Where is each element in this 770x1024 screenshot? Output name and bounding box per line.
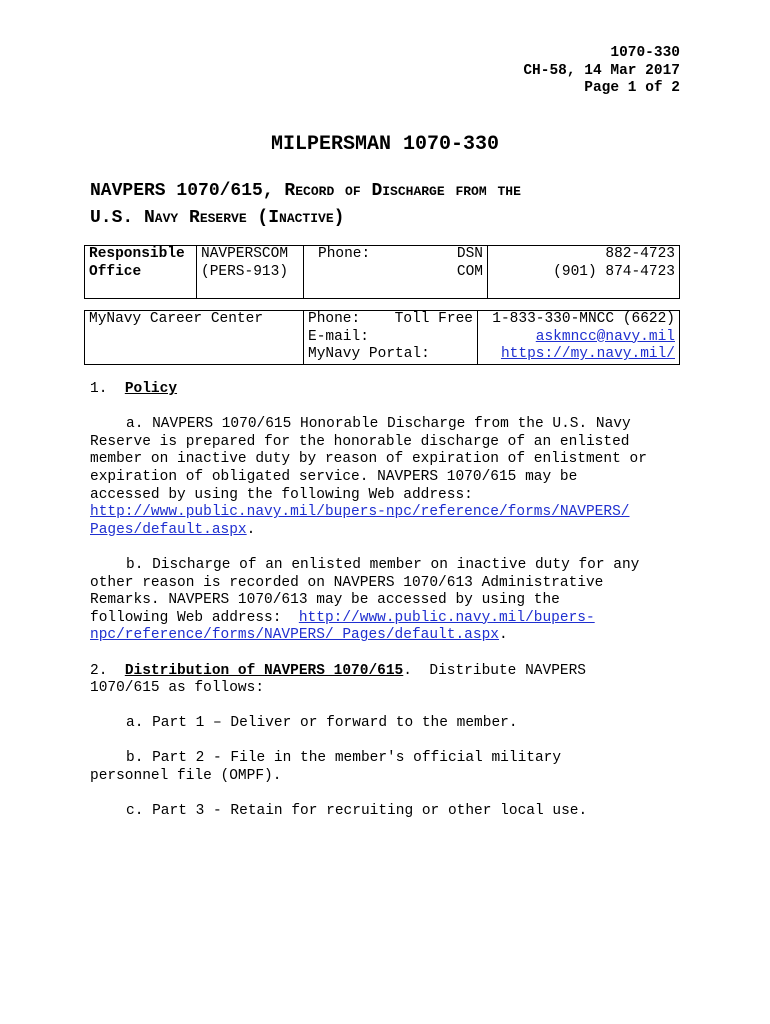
item-2c: c. Part 3 - Retain for recruiting or other local use. bbox=[126, 803, 588, 820]
para-1a-line: Reserve is prepared for the honorable discharge of an enlisted bbox=[90, 433, 630, 450]
paragraph-1a: a. NAVPERS 1070/615 Honorable Discharge from the U.S. Navy Reserve is prepared for the honorable discharge of an enlisted member on inactive duty by reason of expiration of enlistment or expiration of obligated service. NAVPERS 1070/615 may be accessed by using the following Web address: http://www.public.navy.mil/bupers-npc/reference/forms/NAVPERS/ Pages/default.aspx. bbox=[90, 416, 680, 539]
page-title: MILPERSMAN 1070-330 bbox=[270, 133, 500, 156]
navpers-615-link[interactable]: http://www.public.navy.mil/bupers-npc/reference/forms/NAVPERS/ bbox=[90, 504, 630, 521]
career-center-table bbox=[84, 310, 680, 365]
phone-label: Phone: bbox=[318, 246, 371, 262]
para-1a-line: a. NAVPERS 1070/615 Honorable Discharge from the U.S. Navy bbox=[126, 416, 631, 433]
career-center-name-cell bbox=[85, 311, 304, 365]
office-org-cell bbox=[197, 246, 304, 299]
section-1-number: 1. bbox=[90, 381, 108, 397]
office-label-cell bbox=[85, 246, 197, 299]
para-1b-line: following Web address: bbox=[90, 609, 299, 626]
para-1a-line: member on inactive duty by reason of expiration of enlistment or bbox=[90, 451, 647, 468]
section-2-intro: Distribute NAVPERS bbox=[411, 662, 586, 679]
org-name: NAVPERSCOM bbox=[201, 246, 289, 262]
career-center-values-cell bbox=[478, 311, 680, 365]
phone-label: Phone: bbox=[308, 311, 361, 327]
subtitle-line-2: U.S. Navy Reserve (Inactive) bbox=[90, 208, 345, 228]
para-1a-line: accessed by using the following Web address: bbox=[90, 486, 473, 503]
office-phone-label-cell bbox=[304, 246, 488, 299]
email-label: E-mail: bbox=[308, 328, 369, 345]
item-2a: a. Part 1 – Deliver or forward to the member. bbox=[126, 715, 518, 732]
subtitle-line-1: NAVPERS 1070/615, Record of Discharge from the bbox=[90, 181, 521, 201]
item-2b-line: personnel file (OMPF). bbox=[90, 768, 282, 785]
document-body bbox=[90, 381, 680, 821]
para-1b-line: other reason is recorded on NAVPERS 1070/613 Administrative bbox=[90, 574, 604, 591]
dsn-label: DSN bbox=[456, 246, 483, 262]
para-1a-line: expiration of obligated service. NAVPERS 1070/615 may be bbox=[90, 468, 578, 485]
navpers-613-link-cont[interactable]: npc/reference/forms/NAVPERS/ Pages/default.aspx bbox=[90, 627, 499, 644]
office-phone-number-cell bbox=[488, 246, 680, 299]
section-2-intro-line2: 1070/615 as follows: bbox=[90, 680, 265, 697]
toll-free-number: 1-833-330-MNCC (6622) bbox=[492, 311, 675, 327]
item-2b bbox=[90, 750, 680, 785]
section-2-number: 2. bbox=[90, 662, 108, 679]
dsn-number: 882-4723 bbox=[605, 246, 675, 262]
com-label: COM bbox=[456, 263, 483, 280]
page-number: Page 1 of 2 bbox=[584, 80, 680, 97]
email-link[interactable]: askmncc@navy.mil bbox=[535, 328, 675, 345]
career-center-labels-cell bbox=[304, 311, 478, 365]
doc-number: 1070-330 bbox=[610, 45, 680, 61]
career-center-name: MyNavy Career Center bbox=[89, 311, 264, 327]
com-number: (901) 874-4723 bbox=[553, 263, 675, 280]
section-2: 2. Distribution of NAVPERS 1070/615. Distribute NAVPERS 1070/615 as follows: bbox=[90, 663, 680, 698]
responsible-office-label: Responsible Office bbox=[89, 246, 185, 280]
navpers-615-link-cont[interactable]: Pages/default.aspx bbox=[90, 521, 247, 538]
org-code: (PERS-913) bbox=[201, 263, 289, 280]
item-2b-line: b. Part 2 - File in the member's official military bbox=[126, 750, 562, 767]
toll-free-label: Toll Free bbox=[394, 311, 473, 327]
change-date: CH-58, 14 Mar 2017 bbox=[523, 62, 680, 79]
section-1-title: Policy bbox=[124, 381, 178, 397]
portal-link[interactable]: https://my.navy.mil/ bbox=[500, 346, 675, 363]
para-1b-line: Remarks. NAVPERS 1070/613 may be accessed by using the bbox=[90, 592, 560, 609]
responsible-office-table bbox=[84, 245, 680, 299]
paragraph-1b: b. Discharge of an enlisted member on inactive duty for any other reason is recorded on NAVPERS 1070/613 Administrative Remarks. NAVPERS 1070/613 may be accessed by using the following Web address: http://www.public.navy.mil/bupers- npc/reference/forms/NAVPERS/ Pages/default.aspx. bbox=[90, 557, 680, 645]
section-2-title: Distribution of NAVPERS 1070/615 bbox=[124, 662, 404, 679]
portal-label: MyNavy Portal: bbox=[308, 346, 430, 363]
page-header bbox=[523, 45, 680, 98]
section-1-heading bbox=[90, 381, 680, 399]
navpers-613-link[interactable]: http://www.public.navy.mil/bupers- bbox=[298, 609, 595, 626]
para-1b-line: b. Discharge of an enlisted member on inactive duty for any bbox=[126, 556, 640, 573]
document-subtitle bbox=[90, 178, 680, 232]
